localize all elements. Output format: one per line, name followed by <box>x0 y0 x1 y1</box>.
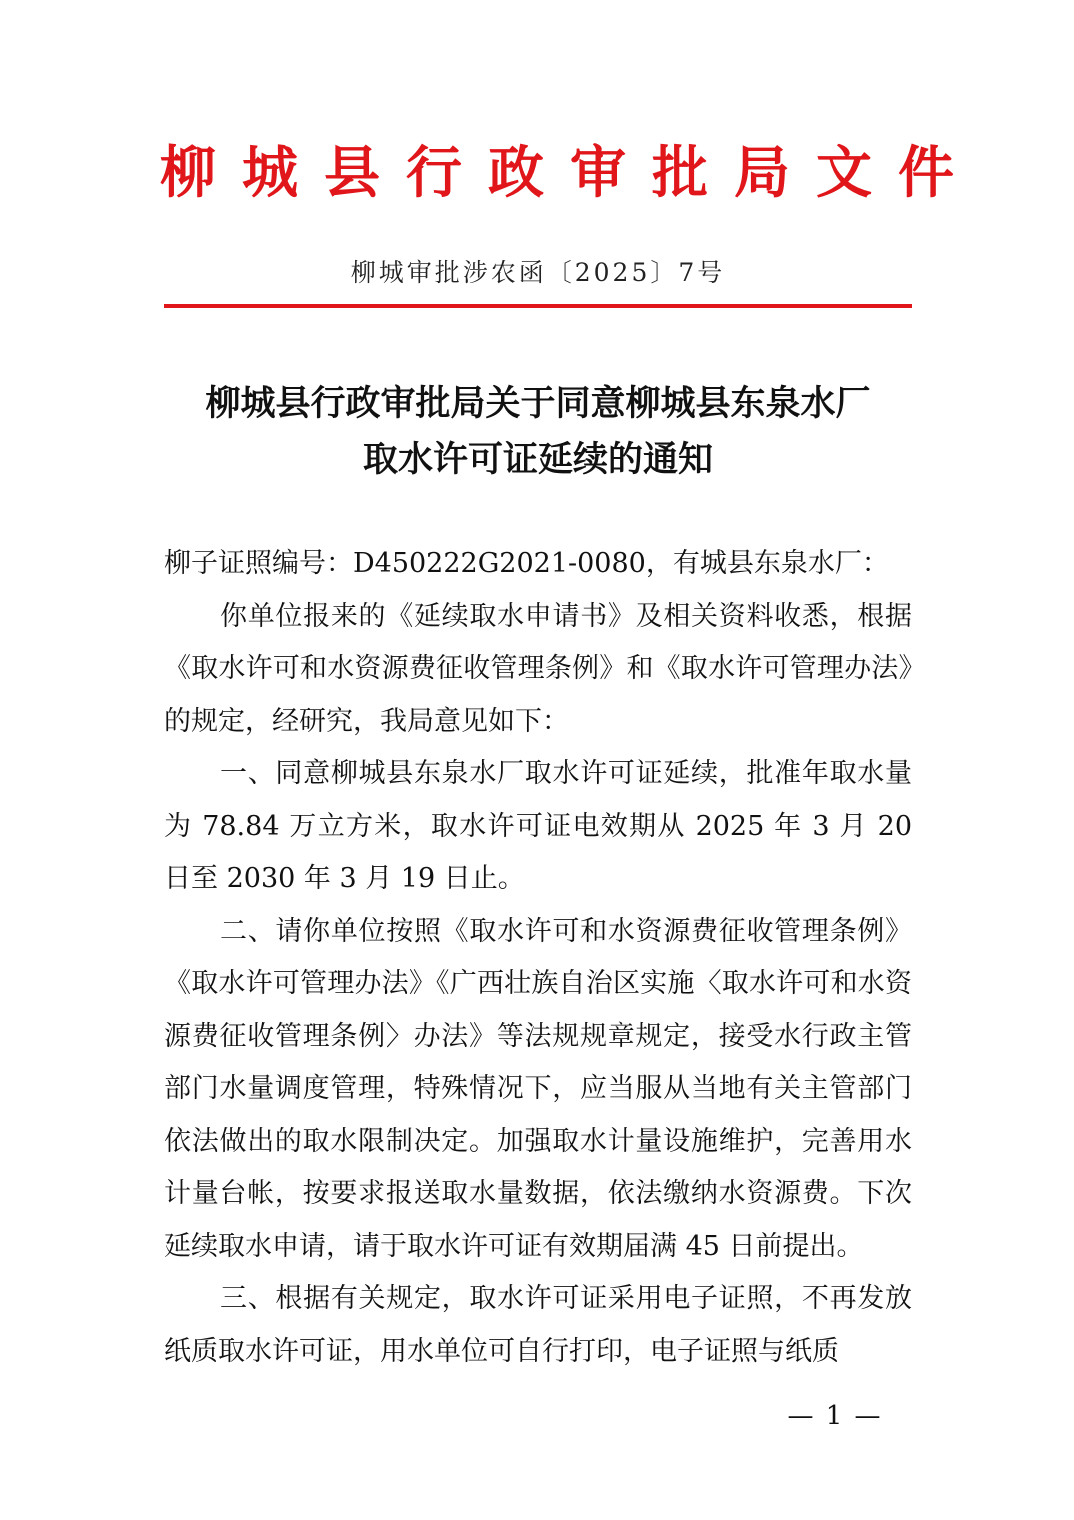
intro-paragraph: 你单位报来的《延续取水申请书》及相关资料收悉，根据《取水许可和水资源费征收管理条例》和《取水许可管理办法》的规定，经研究，我局意见如下： <box>164 600 912 737</box>
item-2-paragraph: 二、请你单位按照《取水许可和水资源费征收管理条例》《取水许可管理办法》《广西壮族自治区实施〈取水许可和水资源费征收管理条例〉办法》等法规规章规定，接受水行政主管部门水量调度管理，特殊情况下，应当服从当地有关主管部门依法做出的取水限制决定。加强取水计量设施维护，完善用水计量台帐，按要求报送取水量数据，依法缴纳水资源费。下次延续取水申请，请于取水许可证有效期届满 45 日前提出。 <box>164 915 912 1262</box>
item-3-paragraph: 三、根据有关规定，取水许可证采用电子证照，不再发放纸质取水许可证，用水单位可自行打印，电子证照与纸质 <box>164 1283 912 1367</box>
notice-title-line-2: 取水许可证延续的通知 <box>362 439 713 480</box>
document-number: 柳城审批涉农函〔2025〕7号 <box>350 258 726 287</box>
notice-body <box>164 538 912 1378</box>
notice-title <box>140 376 936 488</box>
page-number: — 1 — <box>787 1401 883 1431</box>
red-divider-line <box>164 304 912 308</box>
agency-document-header: 柳城县行政审批局文件 <box>160 140 980 206</box>
item-1-paragraph: 一、同意柳城县东泉水厂取水许可证延续，批准年取水量为 78.84 万立方米，取水许可证电效期从 2025 年 3 月 20 日至 2030 年 3 月 19 日止。 <box>164 758 912 894</box>
addressee-line: 柳子证照编号：D450222G2021-0080，有城县东泉水厂： <box>164 548 889 579</box>
notice-title-line-1: 柳城县行政审批局关于同意柳城县东泉水厂 <box>205 383 871 424</box>
